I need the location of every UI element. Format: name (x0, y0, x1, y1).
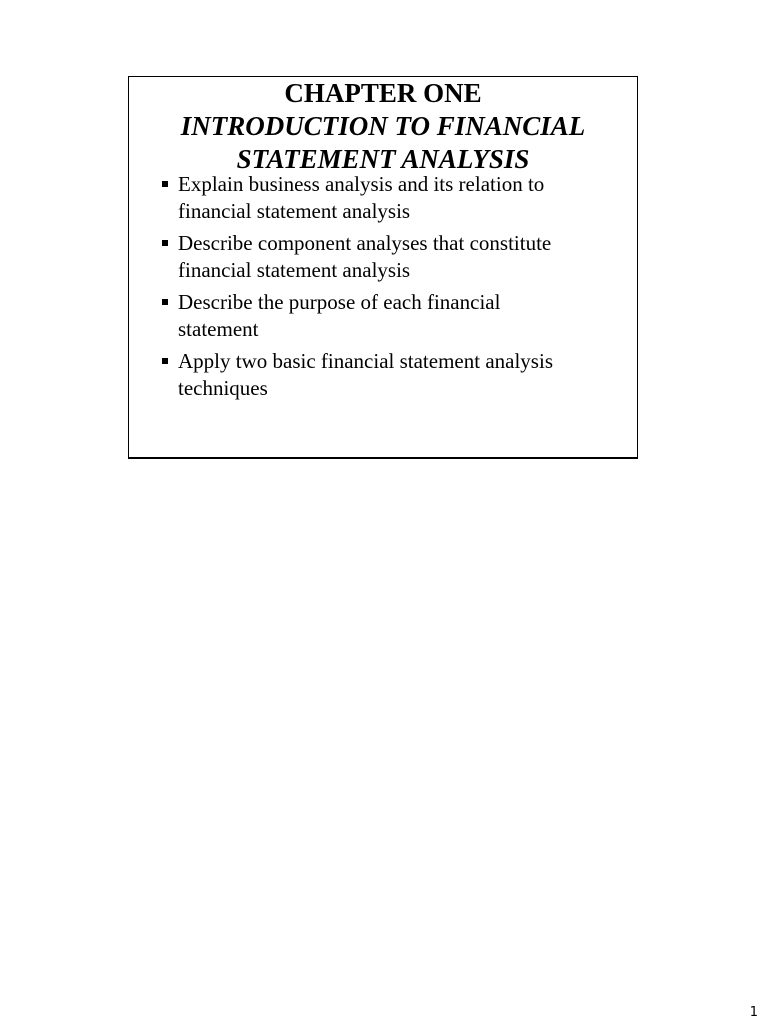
list-item (159, 171, 629, 225)
chapter-title-line-2: STATEMENT ANALYSIS (236, 144, 530, 174)
chapter-title-line-1: INTRODUCTION TO FINANCIAL (180, 111, 586, 141)
list-item-line: financial statement analysis (178, 258, 411, 282)
list-item-line: financial statement analysis (178, 199, 411, 223)
square-bullet-icon (162, 240, 168, 246)
objectives-list (159, 171, 629, 407)
square-bullet-icon (162, 181, 168, 187)
list-item-line: techniques (178, 376, 268, 400)
list-item-line: Describe component analyses that constitute (178, 231, 552, 255)
list-item (159, 348, 629, 402)
slide-frame (128, 76, 638, 459)
list-item (159, 289, 629, 343)
list-item-line: Describe the purpose of each financial (178, 290, 501, 314)
list-item (159, 230, 629, 284)
slide-title (129, 77, 637, 176)
square-bullet-icon (162, 358, 168, 364)
page-number: 1 (749, 1005, 758, 1020)
square-bullet-icon (162, 299, 168, 305)
list-item-line: Explain business analysis and its relation to (178, 172, 545, 196)
list-item-line: Apply two basic financial statement analysis (178, 349, 553, 373)
chapter-heading: CHAPTER ONE (284, 78, 482, 108)
list-item-line: statement (178, 317, 259, 341)
